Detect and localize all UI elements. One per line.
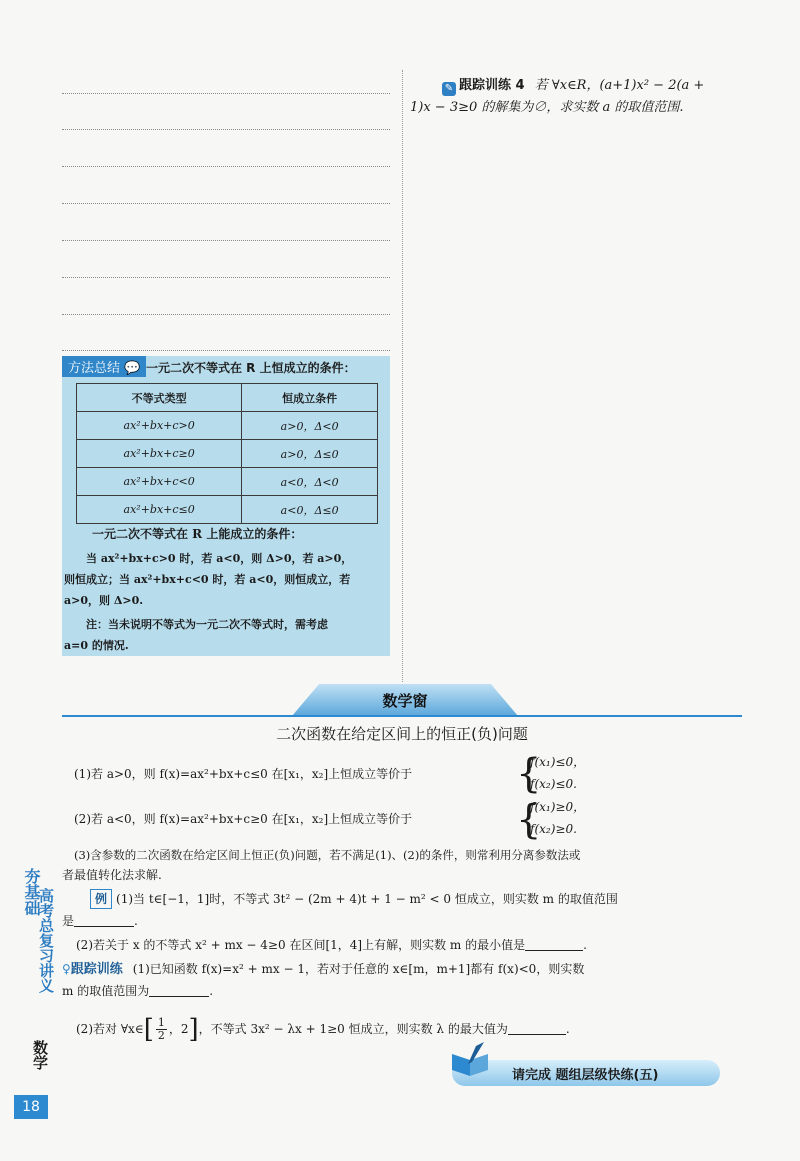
conditions-table [76,383,378,524]
book-pencil-icon [448,1040,494,1086]
fraction [156,1017,167,1042]
possible-line2: 则恒成立；当 ax²+bx+c<0 时，若 a<0，则恒成立，若 [64,573,351,586]
right-bracket: ] [188,1014,199,1045]
note-line1: 注：当未说明不等式为一元二次不等式时，需考虑 [86,618,328,631]
note-line [62,314,390,315]
exercise-icon: ✎ [442,82,456,96]
example-tag: 例 [90,889,112,909]
answer-blank[interactable] [525,938,583,951]
answer-blank[interactable] [508,1022,566,1035]
math-window-title: 数学窗 [382,692,428,710]
example-q1-line2: 是 . [62,914,138,928]
fraction-numerator: 1 [157,1016,165,1029]
method-summary-heading: 一元二次不等式在 R 上恒成立的条件： [146,361,356,375]
item3-line2: 者最值转化法求解. [62,868,162,882]
tracking-q1-line1 [62,960,584,979]
exercise-text-line1: 若 ∀x∈R，(a+1)x² − 2(a + [534,78,705,93]
table-cell: ax²+bx+c≥0 [77,440,242,468]
answer-blank[interactable] [149,984,209,997]
note-line [62,277,390,278]
table-cell: ax²+bx+c>0 [77,412,242,440]
example-q1-text: (1)当 t∈[−1，1]时，不等式 3t² − (2m + 4)t + 1 − m² < 0 恒成立，则实数 m 的取值范围 [116,892,618,906]
table-cell: a>0，Δ≤0 [242,440,378,468]
table-cell: ax²+bx+c≤0 [77,496,242,524]
tracking-q2: (2)若对 ∀x∈[ $\frac{1}{2}$ ，2]，不等式 3x² − λx + 1≥0 恒成立，则实数 λ 的最大值为 . [76,1014,570,1045]
left-bracket: [ [143,1014,154,1045]
item1-system-line2: f(x₂)≤0. [530,777,577,791]
tracking-q1-text: (1)已知函数 f(x)=x² + mx − 1，若对于任意的 x∈[m，m+1]都有 f(x)<0，则实数 [132,962,585,976]
possible-line3: a>0，则 Δ>0. [64,594,144,607]
tracking-title: 跟踪训练 [70,962,123,977]
item3-line1: (3)含参数的二次函数在给定区间上恒正(负)问题，若不满足(1)、(2)的条件，则常利用分离参数法或 [74,848,581,862]
item2-system-line1: f(x₁)≥0， [530,800,586,814]
column-divider [402,70,403,682]
table-header: 恒成立条件 [242,384,378,412]
exercise-text-line2: 1)x − 3≥0 的解集为∅，求实数 a 的取值范围. [410,100,684,115]
table-cell: a<0，Δ<0 [242,468,378,496]
example-q2: (2)若关于 x 的不等式 x² + mx − 4≥0 在区间[1，4]上有解，则实数 m 的最小值是 . [76,938,587,952]
table-header-row [77,384,378,412]
example-q2-text: (2)若关于 x 的不等式 x² + mx − 4≥0 在区间[1，4]上有解，则实数 m 的最小值是 [76,938,526,952]
location-pin-icon: ♀ [62,962,71,976]
exercise-title: 跟踪训练 4 [459,78,525,93]
brace-symbol: { [516,797,542,843]
table-row [77,440,378,468]
method-summary-label: 方法总结 [68,361,121,376]
note-line [62,93,390,94]
tracking-q2-pre: (2)若对 ∀x∈ [76,1022,144,1036]
speech-bubble-icon: 💬 [124,361,141,376]
note-line [62,350,390,351]
table-row [77,496,378,524]
tracking-q2-post: ，不等式 3x² − λx + 1≥0 恒成立，则实数 λ 的最大值为 [198,1022,508,1036]
tracking-exercise-4 [442,76,752,96]
item1-text: (1)若 a>0，则 f(x)=ax²+bx+c≤0 在[x₁，x₂]上恒成立等价于 [74,767,413,781]
tracking-q1-line2-text: m 的取值范围为 [62,984,150,998]
table-cell: a<0，Δ≤0 [242,496,378,524]
note-line [62,129,390,130]
note-line [62,240,390,241]
item2-text: (2)若 a<0，则 f(x)=ax²+bx+c≥0 在[x₁，x₂]上恒成立等价于 [74,812,413,826]
item1-system-line1: f(x₁)≤0， [530,755,586,769]
page-number: 18 [14,1095,48,1119]
sidebar-subject: 数学 [31,1040,49,1070]
sidebar-brand: 夯基础 [22,868,41,916]
brace-symbol: { [516,751,542,797]
sidebar-series: 高考总复习讲义 [37,888,55,993]
section-title: 二次函数在给定区间上的恒正(负)问题 [276,725,528,743]
note-line [62,203,390,204]
example-q1-line2-text: 是 [62,914,75,928]
method-summary-tag [62,356,146,377]
table-cell: ax²+bx+c<0 [77,468,242,496]
table-cell: a>0，Δ<0 [242,412,378,440]
fraction-denominator: 2 [157,1029,165,1042]
table-header: 不等式类型 [77,384,242,412]
practice-button-label: 请完成 题组层级快练(五) [512,1068,659,1083]
possible-heading: 一元二次不等式在 R 上能成立的条件： [92,527,303,541]
answer-blank[interactable] [74,914,134,927]
banner-rule [62,715,742,717]
note-line [62,166,390,167]
tracking-q1-line2: m 的取值范围为 . [62,984,214,998]
table-row [77,412,378,440]
item2-system-line2: f(x₂)≥0. [530,822,577,836]
table-row [77,468,378,496]
example-q1-line1 [90,889,618,909]
interval-end: ，2 [168,1022,189,1036]
note-line2: a=0 的情况. [64,639,129,652]
possible-line1: 当 ax²+bx+c>0 时，若 a<0，则 Δ>0，若 a>0， [86,552,353,565]
